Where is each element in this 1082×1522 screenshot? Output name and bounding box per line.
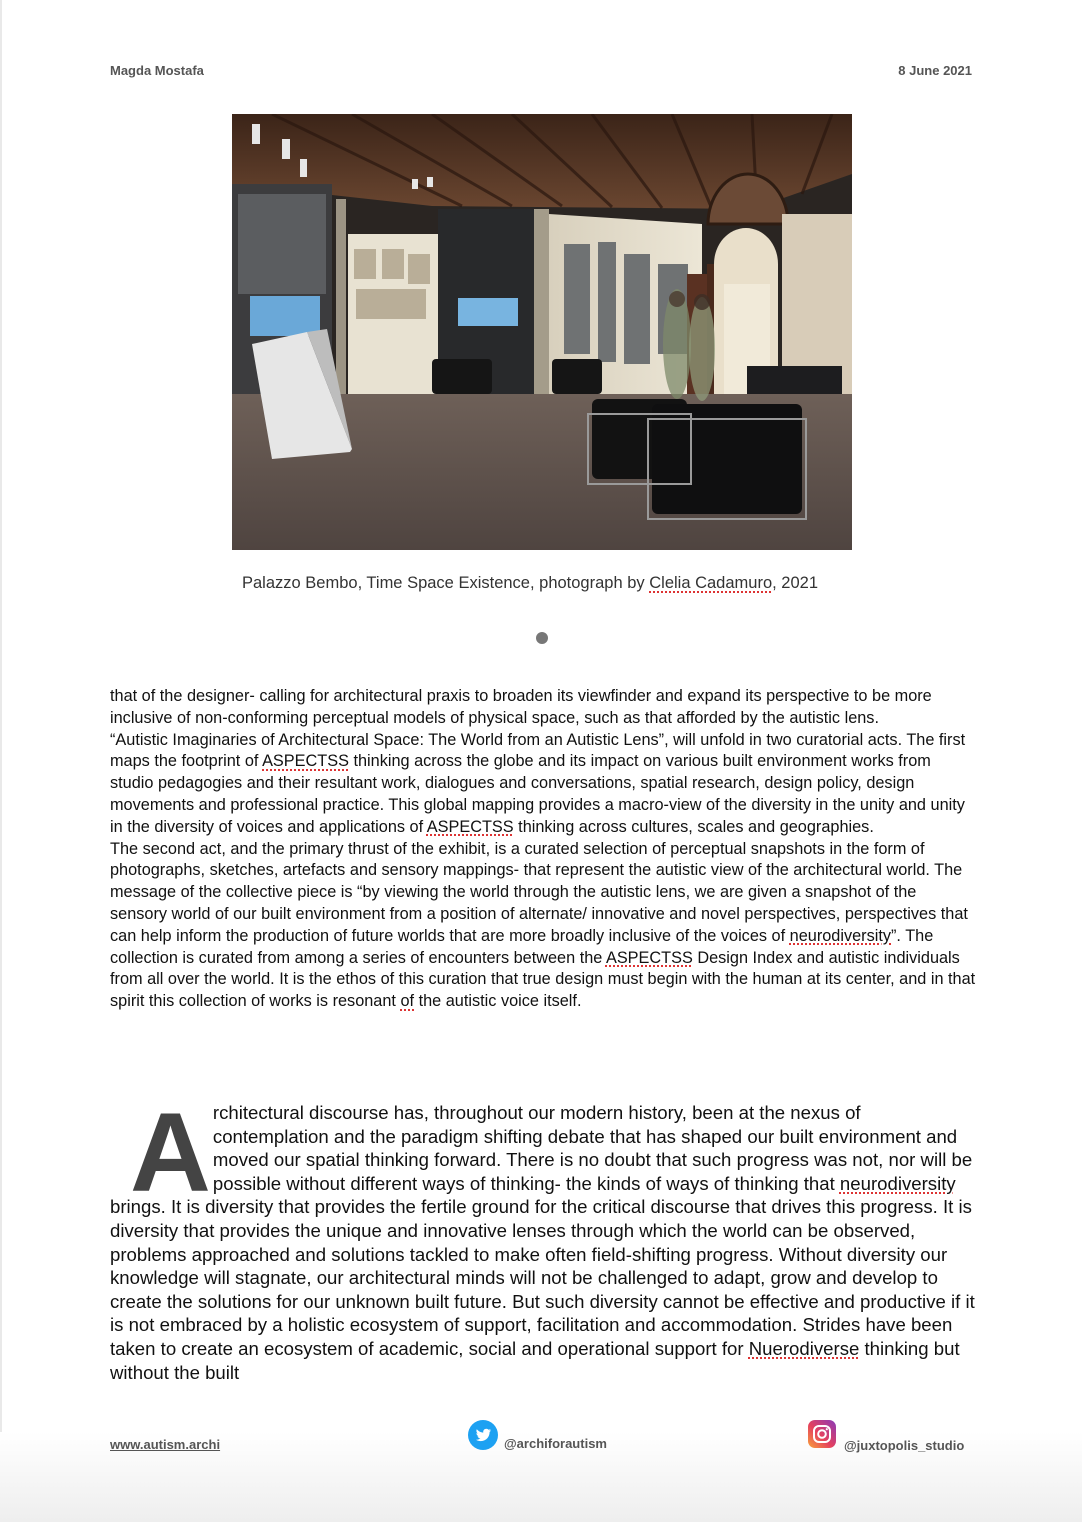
twitter-label: @archiforautism	[504, 1436, 607, 1451]
intro-term-neurodiversity: neurodiversity	[839, 1172, 956, 1194]
paragraph-2	[110, 730, 976, 839]
instagram-label: @juxtopolis_studio	[844, 1438, 965, 1453]
p2-text-3: thinking across cultures, scales and geographies.	[513, 817, 874, 836]
p2-term-aspectss-1: ASPECTSS	[262, 752, 349, 771]
paragraph-1: that of the designer- calling for architectural praxis to broaden its viewfinder and expand its perspective to be more inclusive of non-conforming perceptual models of physical space, such as that afforded by the autistic lens.	[110, 687, 932, 727]
paragraph-3	[110, 839, 976, 1013]
p3-term-of: of	[400, 992, 415, 1011]
intro-paragraph	[110, 1090, 976, 1384]
slide-indicator-dot[interactable]	[536, 632, 548, 644]
body-text	[110, 686, 976, 1013]
p3-text-1: The second act, and the primary thrust of the exhibit, is a curated selection of perceptual snapshots in the form of photographs, sketches, artefacts and sensory mappings- that represent the autistic view of the architectural world. The message of the collective piece is “by viewing the world through the autistic lens, we are given a snapshot of the sensory world of our built environment from a position of alternate/ innovative and novel perspectives, perspectives that can help inform the production of future worlds that are more broadly inclusive of the voices of	[110, 839, 968, 945]
drop-cap: A	[130, 1090, 211, 1215]
caption-photographer: Clelia Cadamuro	[649, 574, 773, 592]
intro-text-2: brings. It is diversity that provides the fertile ground for the critical discourse that drives this progress. It is diversity that provides the unique and innovative lenses through which the world can be observed, problems approached and solutions tackled to make often field-shifting progress. Without diversity our knowledge will stagnate, our architectural minds will not be challenged to adapt, grow and develop to create the solutions for our unknown built future. But such diversity cannot be effective and productive if it is not embraced by a holistic ecosystem of support, facilitation and accommodation. Strides have been taken to create an ecosystem of academic, social and operational support for	[110, 1196, 975, 1359]
exhibition-photo-drawing	[232, 114, 852, 550]
p3-term-neurodiversity: neurodiversity	[789, 926, 892, 945]
page-edge	[0, 0, 2, 1522]
intro-text-1: rchitectural discourse has, throughout our modern history, been at the nexus of contemplation and the paradigm shifting debate that has shaped our built environment and moved our spatial thinking forward. There is no doubt that such progress was not, nor will be possible without different ways of thinking- the kinds of ways of thinking that	[212, 1102, 973, 1194]
caption-text-start: Palazzo Bembo, Time Space Existence, photograph by	[242, 574, 650, 592]
p2-text-1: “Autistic Imaginaries of Architectural Space: The World from an Autistic Lens”, will unfold in two curatorial acts. The first maps the footprint of	[110, 730, 966, 771]
p2-term-aspectss-2: ASPECTSS	[426, 817, 514, 836]
p3-term-aspectss: ASPECTSS	[605, 948, 693, 967]
caption-text-end: , 2021	[772, 574, 818, 592]
author-name: Magda Mostafa	[110, 63, 204, 78]
footer	[0, 1420, 1082, 1460]
p3-text-4: the autistic voice itself.	[414, 992, 582, 1011]
p3-text-3: Design Index and autistic individuals from all over the world. It is the ethos of this curation that true design must begin with the human at its center, and in that spirit this collection of works is resonant	[110, 948, 976, 1011]
intro-term-nuerodiverse: Nuerodiverse	[748, 1337, 860, 1359]
website-link[interactable]: www.autism.archi	[110, 1437, 221, 1452]
twitter-bird-icon	[468, 1420, 498, 1450]
p3-text-2: ”. The collection is curated from among a series of encounters between the	[110, 926, 934, 967]
instagram-camera-icon	[808, 1420, 836, 1448]
p2-text-2: thinking across the globe and its impact on various built environment works from studio pedagogies and their resultant work, dialogues and conversations, spatial research, design policy, design movements and professional practice. This global mapping provides a macro-view of the diversity in the unity and unity in the diversity of voices and applications of	[110, 752, 965, 836]
photo-caption	[242, 572, 842, 594]
exhibition-photo	[232, 114, 852, 550]
document-date: 8 June 2021	[898, 63, 972, 78]
intro-text-3: thinking but without the built	[110, 1337, 960, 1383]
